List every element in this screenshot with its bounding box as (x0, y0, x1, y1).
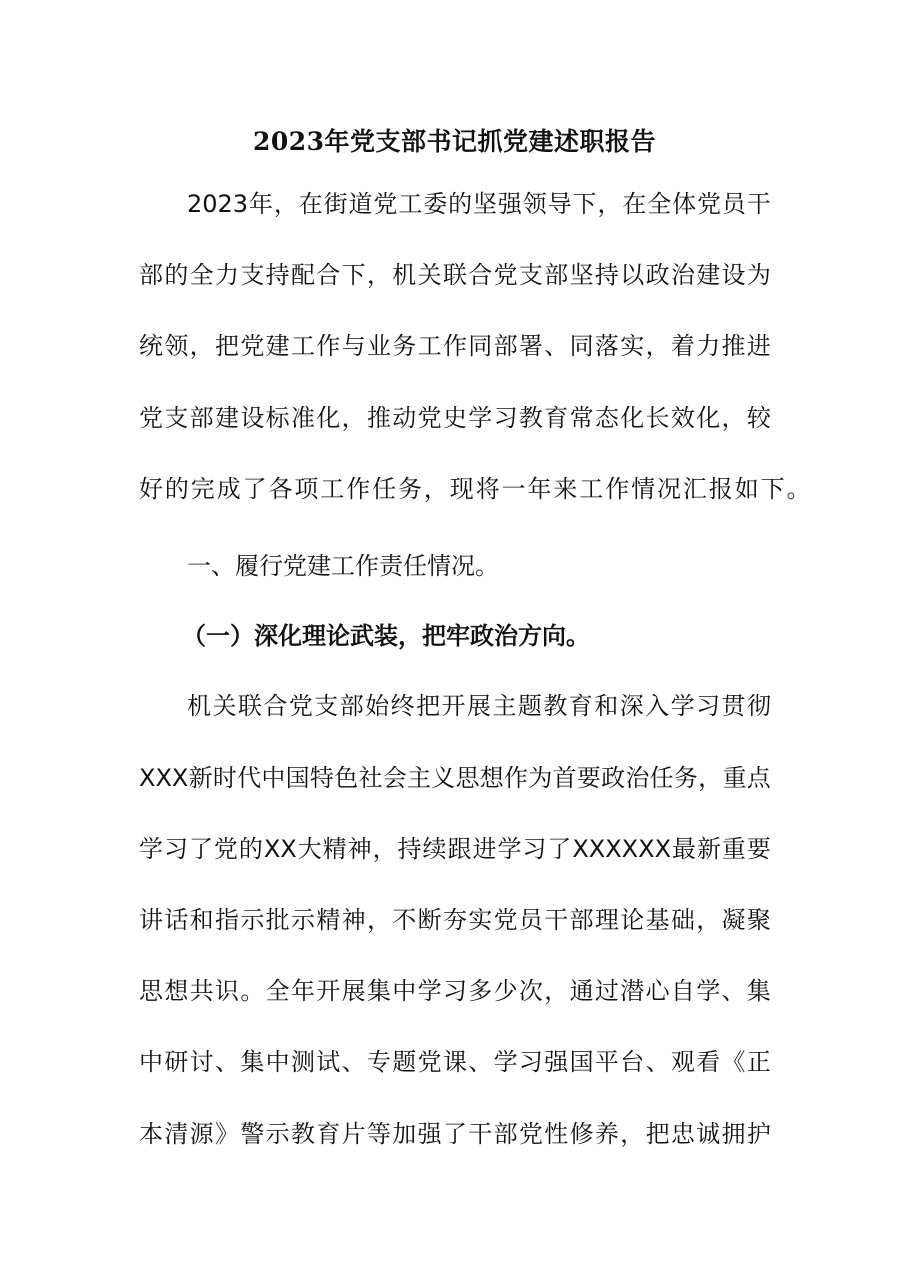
paragraph-line: XXX 新 时 代 中 国 特 色 社 会 主 义 思 想 作 为 首 要 政 治 任 务 ， 重 点 (139, 764, 771, 792)
paragraph-line: 学 习 了 党 的 XX 大 精 神 ， 持 续 跟 进 学 习 了 XXXXXX 最 新 重 要 (139, 835, 771, 863)
section-heading: 一、履行党建工作责任情况。 (187, 552, 499, 580)
document-title: 2023年党支部书记抓党建述职报告 (252, 127, 657, 156)
paragraph-line: 思 想 共 识 。 全 年 开 展 集 中 学 习 多 少 次 ， 通 过 潜 心 自 学 、 集 (139, 977, 771, 1005)
paragraph-line: 部 的 全 力 支 持 配 合 下 ， 机 关 联 合 党 支 部 坚 持 以 政 治 建 设 为 (139, 261, 771, 289)
paragraph-line: 2023 年 ， 在 街 道 党 工 委 的 坚 强 领 导 下 ， 在 全 体 党 员 干 (187, 190, 771, 218)
paragraph-line: 党 支 部 建 设 标 准 化 ， 推 动 党 史 学 习 教 育 常 态 化 长 效 化 ， 较 (139, 404, 771, 432)
paragraph-line: 讲 话 和 指 示 批 示 精 神 ， 不 断 夯 实 党 员 干 部 理 论 基 础 ， 凝 聚 (139, 906, 771, 934)
subsection-heading: （一）深化理论武装，把牢政治方向。 (182, 621, 590, 650)
paragraph-line: 本 清 源 》 警 示 教 育 片 等 加 强 了 干 部 党 性 修 养 ， 把 忠 诚 拥 护 (139, 1120, 771, 1148)
paragraph-line: 中 研 讨 、 集 中 测 试 、 专 题 党 课 、 学 习 强 国 平 台 、 观 看 《 正 (139, 1048, 771, 1076)
paragraph-line: 机 关 联 合 党 支 部 始 终 把 开 展 主 题 教 育 和 深 入 学 习 贯 彻 (187, 692, 771, 720)
paragraph-line: 统 领 ， 把 党 建 工 作 与 业 务 工 作 同 部 署 、 同 落 实 ， 着 力 推 进 (139, 332, 771, 360)
paragraph-line: 好的完成了各项工作任务，现将一年来工作情况汇报如下。 (139, 475, 813, 503)
